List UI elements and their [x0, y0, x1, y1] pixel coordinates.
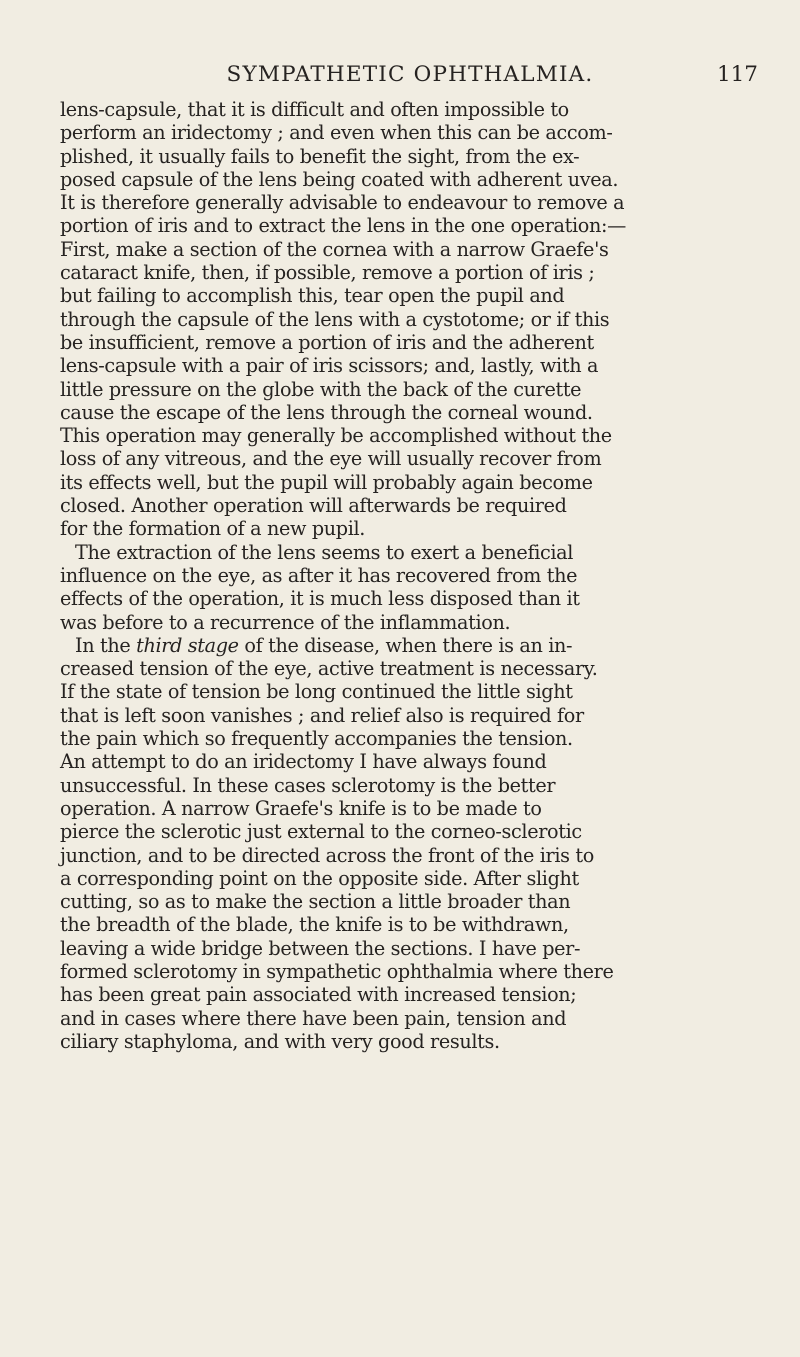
text-line: influence on the eye, as after it has recovered from the: [60, 563, 578, 587]
text-line: junction, and to be directed across the front of the iris to: [60, 843, 594, 867]
text-line: the pain which so frequently accompanies the tension.: [60, 727, 573, 751]
paragraph-start-line: [60, 634, 760, 657]
text-line: was before to a recurrence of the inflammation.: [60, 610, 511, 634]
text-line: has been great pain associated with increased tension;: [60, 983, 577, 1007]
text-line: lens-capsule, that it is difficult and often impossible to: [60, 98, 569, 121]
text-line: posed capsule of the lens being coated with adherent uvea.: [60, 167, 619, 191]
text-line: closed. Another operation will afterwards be required: [60, 494, 567, 518]
text-line: plished, it usually fails to benefit the sight, from the ex-: [60, 144, 580, 168]
text-line: If the state of tension be long continued the little sight: [60, 680, 573, 704]
text-line: little pressure on the globe with the back of the curette: [60, 377, 582, 401]
text-segment: In the: [75, 633, 137, 657]
text-line: unsuccessful. In these cases sclerotomy is the better: [60, 773, 556, 797]
body-text: [60, 98, 760, 1053]
text-line: for the formation of a new pupil.: [60, 517, 366, 541]
text-line: It is therefore generally advisable to endeavour to remove a: [60, 191, 625, 215]
text-line: cutting, so as to make the section a little broader than: [60, 890, 571, 914]
text-segment: of the disease, when there is an in-: [238, 633, 573, 657]
running-head: [60, 57, 760, 93]
text-line: lens-capsule with a pair of iris scissors; and, lastly, with a: [60, 354, 599, 378]
text-line: portion of iris and to extract the lens in the one operation:—: [60, 214, 626, 238]
text-line: formed sclerotomy in sympathetic ophthalmia where there: [60, 959, 614, 983]
text-line: creased tension of the eye, active treatment is necessary.: [60, 657, 598, 681]
text-line: loss of any vitreous, and the eye will usually recover from: [60, 447, 602, 471]
text-line: be insufficient, remove a portion of iris and the adherent: [60, 330, 594, 354]
text-line: An attempt to do an iridectomy I have always found: [60, 750, 547, 774]
italic-phrase: third stage: [136, 633, 239, 657]
text-line: through the capsule of the lens with a cystotome; or if this: [60, 307, 610, 331]
text-line: that is left soon vanishes ; and relief also is required for: [60, 703, 584, 727]
text-line: First, make a section of the cornea with a narrow Graefe's: [60, 237, 609, 261]
text-line: This operation may generally be accomplished without the: [60, 424, 612, 448]
text-line: ciliary staphyloma, and with very good results.: [60, 1029, 500, 1053]
text-line: cause the escape of the lens through the corneal wound.: [60, 400, 593, 424]
text-line: but failing to accomplish this, tear open the pupil and: [60, 284, 565, 308]
text-line: cataract knife, then, if possible, remove a portion of iris ;: [60, 261, 595, 285]
text-line: and in cases where there have been pain, tension and: [60, 1006, 567, 1030]
text-line: operation. A narrow Graefe's knife is to be made to: [60, 796, 542, 820]
running-title: SYMPATHETIC OPHTHALMIA.: [226, 62, 594, 87]
text-line: the breadth of the blade, the knife is to be withdrawn,: [60, 913, 569, 937]
paragraph-start-line: The extraction of the lens seems to exert a beneficial: [75, 540, 574, 564]
text-line: pierce the sclerotic just external to the corneo-sclerotic: [60, 820, 582, 844]
page-number: 117: [716, 62, 758, 87]
text-line: leaving a wide bridge between the sections. I have per-: [60, 936, 581, 960]
text-line: perform an iridectomy ; and even when this can be accom-: [60, 121, 613, 145]
text-line: effects of the operation, it is much less disposed than it: [60, 587, 580, 611]
text-line: its effects well, but the pupil will probably again become: [60, 470, 593, 494]
text-line: a corresponding point on the opposite side. After slight: [60, 866, 579, 890]
